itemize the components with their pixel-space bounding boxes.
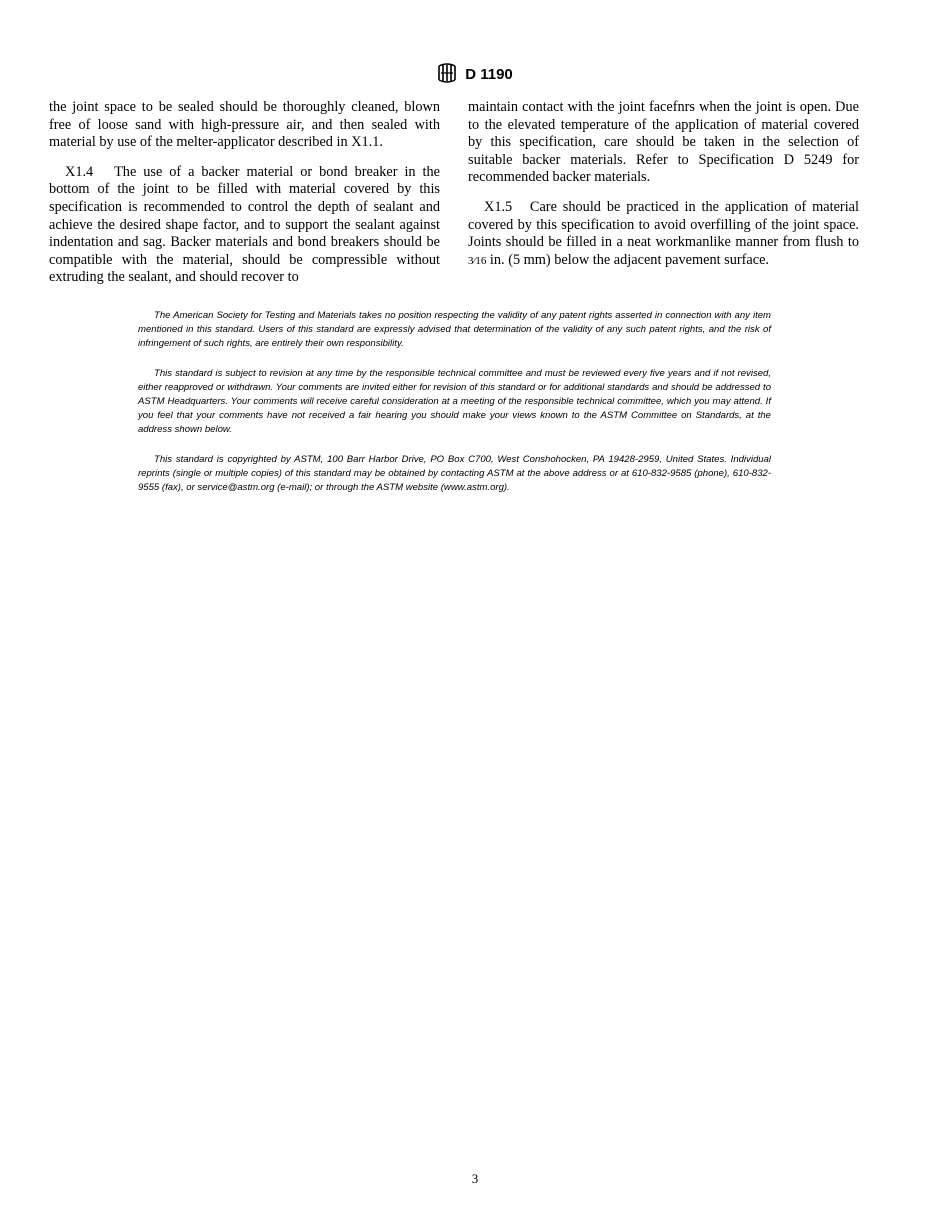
page-header — [0, 63, 950, 85]
right-continued-paragraph: maintain contact with the joint facefnrs when the joint is open. Due to the elevated temperature of the application of material covered by this specification, care should be taken in the selection of suitable backer materials. Refer to Specification D 5249 for recommended backer materials. — [468, 99, 859, 186]
section-x1-5-number: X1.5 — [484, 198, 513, 215]
astm-logo-icon — [437, 63, 459, 83]
copyright-notice: This standard is copyrighted by ASTM, 100 Barr Harbor Drive, PO Box C700, West Conshohocken, PA 19428-2959, United States. Individual reprints (single or multiple copies) of this standard may be obtained by contacting ASTM at the above address or at 610-832-9585 (phone), 610-832-9555 (fax), or service@astm.org (e-mail); or through the ASTM website (www.astm.org). — [138, 454, 771, 493]
section-x1-5-text-before: Care should be practiced in the application of material covered by this specification to avoid overfilling of the joint space. Joints should be filled in a neat workmanlike manner from flush to — [468, 198, 859, 251]
right-column — [468, 99, 859, 282]
fraction-three-sixteenths: 3⁄16 — [468, 254, 487, 267]
astm-notices — [138, 309, 771, 511]
left-continued-paragraph: the joint space to be sealed should be thoroughly cleaned, blown free of loose sand with high-pressure air, and then sealed with material by use of the melter-applicator described in X1.1. — [49, 99, 440, 151]
section-x1-4 — [49, 164, 440, 287]
left-column — [49, 99, 440, 299]
section-x1-5 — [468, 199, 859, 270]
revision-notice: This standard is subject to revision at any time by the responsible technical committee and must be reviewed every five years and if not revised, either reapproved or withdrawn. Your comments are invited either for revision of this standard or for additional standards and should be addressed to ASTM Headquarters. Your comments will receive careful consideration at a meeting of the responsible technical committee, which you may attend. If you feel that your comments have not received a fair hearing you should make your views known to the ASTM Committee on Standards, at the address shown below. — [138, 368, 771, 435]
patent-notice: The American Society for Testing and Materials takes no position respecting the validity of any patent rights asserted in connection with any item mentioned in this standard. Users of this standard are expressly advised that determination of the validity of any such patent rights, and the risk of infringement of such rights, are entirely their own responsibility. — [138, 310, 771, 349]
section-x1-5-text-after: in. (5 mm) below the adjacent pavement surface. — [489, 251, 769, 268]
section-x1-4-text: The use of a backer material or bond breaker in the bottom of the joint to be filled with material covered by this specification is recommended to control the depth of sealant and achieve the desired shape factor, and to support the sealant against indentation and sag. Backer materials and bond breakers should be compatible with the material, should be compressible without extruding the sealant, and should recover to — [49, 163, 440, 286]
standard-designation: D 1190 — [465, 66, 513, 83]
page-number: 3 — [471, 1171, 479, 1186]
section-x1-4-number: X1.4 — [65, 163, 94, 180]
